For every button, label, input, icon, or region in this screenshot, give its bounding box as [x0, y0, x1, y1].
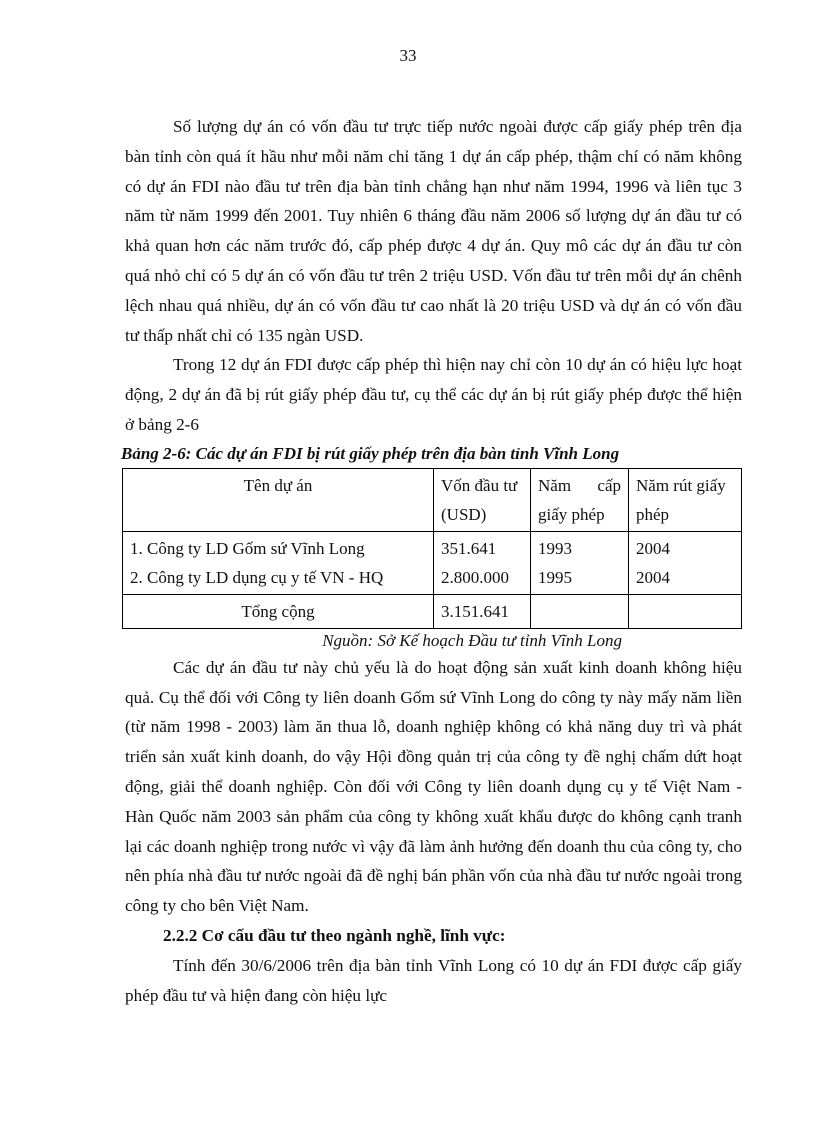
header-license-year-line1: Năm cấp [538, 475, 621, 495]
project-license-year-2: 1995 [538, 567, 572, 587]
cell-license-years [531, 531, 629, 594]
header-capital-line2: (USD) [441, 504, 487, 524]
section-heading: 2.2.2 Cơ cấu đầu tư theo ngành nghề, lĩnh vực: [163, 925, 506, 945]
cell-revoke-years [629, 531, 742, 594]
table-header-row [123, 468, 742, 531]
header-license-year [531, 468, 629, 531]
project-license-year-1: 1993 [538, 538, 572, 558]
project-revoke-year-1: 2004 [636, 538, 670, 558]
page-number: 33 [399, 46, 417, 65]
header-revoke-year-line2: phép [636, 504, 670, 524]
header-revoke-year [629, 468, 742, 531]
project-capital-2: 2.800.000 [441, 567, 509, 587]
header-license-year-line2: giấy phép [538, 504, 605, 524]
header-revoke-year-line1: Năm rút giấy [636, 475, 726, 495]
table-total-row [123, 594, 742, 628]
table-body-row [123, 531, 742, 594]
paragraph-active-projects: Tính đến 30/6/2006 trên địa bàn tỉnh Vĩnh Long có 10 dự án FDI được cấp giấy phép đầu tư và hiện đang còn hiệu lực [125, 955, 742, 1005]
total-license-year-empty [531, 594, 629, 628]
document-body [121, 112, 742, 1011]
paragraph-revoked-projects: Trong 12 dự án FDI được cấp phép thì hiện nay chỉ còn 10 dự án có hiệu lực hoạt động, 2 dự án đã bị rút giấy phép đầu tư, cụ thể các dự án bị rút giấy phép được thể hiện ở bảng 2-6 [125, 355, 742, 434]
project-capital-1: 351.641 [441, 538, 497, 558]
table-source-note: Nguồn: Sở Kế hoạch Đầu tư tỉnh Vĩnh Long [322, 630, 622, 650]
paragraph-revocation-reasons: Các dự án đầu tư này chủ yếu là do hoạt động sản xuất kinh doanh không hiệu quả. Cụ thể đối với Công ty liên doanh Gốm sứ Vĩnh Long do công ty này mấy năm liền (từ năm 1998 - 2003) làm ăn thua lỗ, doanh nghiệp không có khả năng duy trì và phát triển sản xuất kinh doanh, do vậy Hội đồng quản trị của công ty đề nghị chấm dứt hoạt động, giải thể doanh nghiệp. Còn đối với Công ty liên doanh dụng cụ y tế Việt Nam - Hàn Quốc năm 2003 sản phẩm của công ty không xuất khẩu được do không cạnh tranh lại các doanh nghiệp trong nước vì vậy đã làm ảnh hưởng đến doanh thu của công ty, cho nên phía nhà đầu tư nước ngoài đã đề nghị bán phần vốn của nhà đầu tư nước ngoài trong công ty cho bên Việt Nam. [125, 657, 742, 916]
total-capital: 3.151.641 [434, 594, 531, 628]
cell-project-names [123, 531, 434, 594]
total-label: Tổng cộng [123, 594, 434, 628]
table-caption: Bảng 2-6: Các dự án FDI bị rút giấy phép trên địa bàn tỉnh Vĩnh Long [121, 443, 620, 463]
revoked-projects-table [122, 468, 742, 629]
paragraph-fdi-project-count: Số lượng dự án có vốn đầu tư trực tiếp nước ngoài được cấp giấy phép trên địa bàn tỉnh còn quá ít hầu như mỗi năm chỉ tăng 1 dự án cấp phép, thậm chí có năm không có dự án FDI nào đầu tư trên địa bàn tỉnh chẳng hạn như năm 1994, 1996 và liên tục 3 năm từ năm 1999 đến 2001. Tuy nhiên 6 tháng đầu năm 2006 số lượng dự án đầu tư có khả quan hơn các năm trước đó, cấp phép được 4 dự án. Quy mô các dự án đầu tư còn quá nhỏ chỉ có 5 dự án có vốn đầu tư trên 2 triệu USD. Vốn đầu tư trên mỗi dự án chênh lệch nhau quá nhiều, dự án có vốn đầu tư cao nhất là 20 triệu USD và dự án có vốn đầu tư thấp nhất chỉ có 135 ngàn USD. [125, 117, 742, 345]
total-revoke-year-empty [629, 594, 742, 628]
header-project-name: Tên dự án [123, 468, 434, 531]
project-revoke-year-2: 2004 [636, 567, 670, 587]
project-name-1: 1. Công ty LD Gốm sứ Vĩnh Long [130, 538, 365, 558]
cell-capitals [434, 531, 531, 594]
header-capital-line1: Vốn đầu tư [441, 475, 518, 495]
project-name-2: 2. Công ty LD dụng cụ y tế VN - HQ [130, 567, 384, 587]
header-capital [434, 468, 531, 531]
